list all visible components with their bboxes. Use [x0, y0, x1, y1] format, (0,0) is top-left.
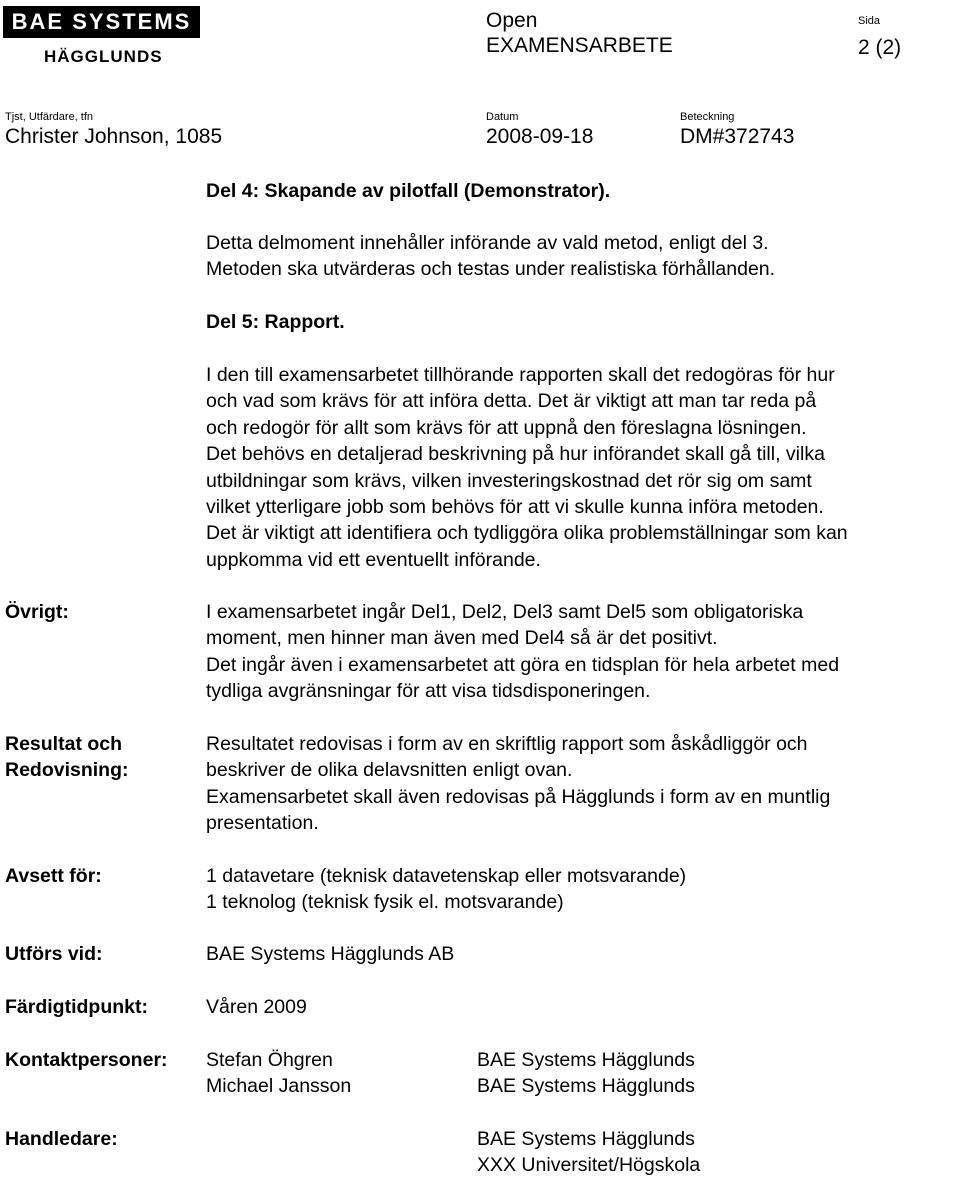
page-label: Sida — [858, 15, 881, 27]
utfors-value: BAE Systems Hägglunds AB — [206, 943, 455, 965]
supervisor-org: BAE Systems Hägglunds — [477, 1128, 695, 1150]
avsett-label: Avsett för: — [5, 865, 102, 887]
kontakt-orgs — [477, 1047, 695, 1100]
fardig-label: Färdigtidpunkt: — [5, 996, 148, 1018]
avsett-text — [206, 863, 686, 916]
contact-name: Michael Jansson — [206, 1075, 352, 1098]
kontakt-label: Kontaktpersoner: — [5, 1049, 168, 1071]
reference-value: DM#372743 — [680, 125, 795, 148]
text-line: uppkomma vid ett eventuellt införande. — [206, 548, 541, 571]
text-line: Resultatet redovisas i form av en skriftlig rapport som åskådliggör och — [206, 733, 808, 755]
resultat-label — [5, 731, 129, 784]
utfors-label: Utförs vid: — [5, 943, 103, 965]
del4-heading: Del 4: Skapande av pilotfall (Demonstrator). — [206, 180, 611, 202]
date-value: 2008-09-18 — [486, 125, 594, 148]
text-line: moment, men hinner man även med Del4 så är det positivt. — [206, 627, 718, 650]
kontakt-names — [206, 1047, 351, 1100]
document-title: EXAMENSARBETE — [486, 34, 673, 57]
text-line: I den till examensarbetet tillhörande rapporten skall det redogöras för hur — [206, 364, 835, 386]
text-line: Examensarbetet skall även redovisas på Hägglunds i form av en muntlig — [206, 785, 831, 808]
text-line: Metoden ska utvärderas och testas under realistiska förhållanden. — [206, 258, 776, 281]
text-line: tydliga avgränsningar för att visa tidsdisponeringen. — [206, 680, 651, 703]
contact-org: BAE Systems Hägglunds — [477, 1049, 695, 1071]
contact-org: BAE Systems Hägglunds — [477, 1075, 695, 1098]
del5-heading: Del 5: Rapport. — [206, 311, 345, 333]
logo-text: BAE SYSTEMS — [11, 9, 192, 34]
date-label: Datum — [486, 111, 519, 123]
reference-label: Beteckning — [680, 111, 735, 123]
text-line: 1 datavetare (teknisk datavetenskap eller motsvarande) — [206, 865, 687, 887]
page-number: 2 (2) — [858, 36, 902, 59]
text-line: beskriver de olika delavsnitten enligt ovan. — [206, 759, 573, 782]
text-line: I examensarbetet ingår Del1, Del2, Del3 samt Del5 som obligatoriska — [206, 601, 804, 623]
text-line: Det behövs en detaljerad beskrivning på hur införandet skall gå till, vilka — [206, 443, 825, 466]
company-logo — [3, 6, 200, 38]
fardig-value: Våren 2009 — [206, 996, 307, 1018]
text-line: Det är viktigt att identifiera och tydliggöra olika problemställningar som kan — [206, 522, 848, 545]
classification: Open — [486, 9, 538, 32]
ovrigt-text — [206, 599, 839, 705]
ovrigt-label: Övrigt: — [5, 601, 69, 623]
handledare-label: Handledare: — [5, 1128, 118, 1150]
text-line: Det ingår även i examensarbetet att göra en tidsplan för hela arbetet med — [206, 653, 840, 676]
text-line: Detta delmoment innehåller införande av vald metod, enligt del 3. — [206, 232, 769, 254]
label-line: Redovisning: — [5, 759, 129, 782]
text-line: utbildningar som krävs, vilken investeringskostnad det rör sig om samt — [206, 469, 812, 492]
contact-name: Stefan Öhgren — [206, 1049, 333, 1071]
text-line: 1 teknolog (teknisk fysik el. motsvarande) — [206, 891, 564, 914]
del4-text — [206, 230, 775, 283]
text-line: vilket ytterligare jobb som behövs för att vi skulle kunna införa metoden. — [206, 496, 824, 519]
del5-text — [206, 362, 848, 573]
handledare-list — [477, 1126, 700, 1179]
label-line: Resultat och — [5, 733, 123, 755]
text-line: och redogör för allt som krävs för att uppnå den föreslagna lösningen. — [206, 416, 807, 439]
logo-subtitle: HÄGGLUNDS — [44, 47, 163, 66]
resultat-text — [206, 731, 830, 837]
supervisor-org: XXX Universitet/Högskola — [477, 1154, 701, 1177]
text-line: och vad som krävs för att införa detta. Det är viktigt att man tar reda på — [206, 390, 817, 413]
author-label: Tjst, Utfärdare, tfn — [5, 111, 94, 123]
author-value: Christer Johnson, 1085 — [5, 125, 223, 148]
text-line: presentation. — [206, 812, 319, 835]
